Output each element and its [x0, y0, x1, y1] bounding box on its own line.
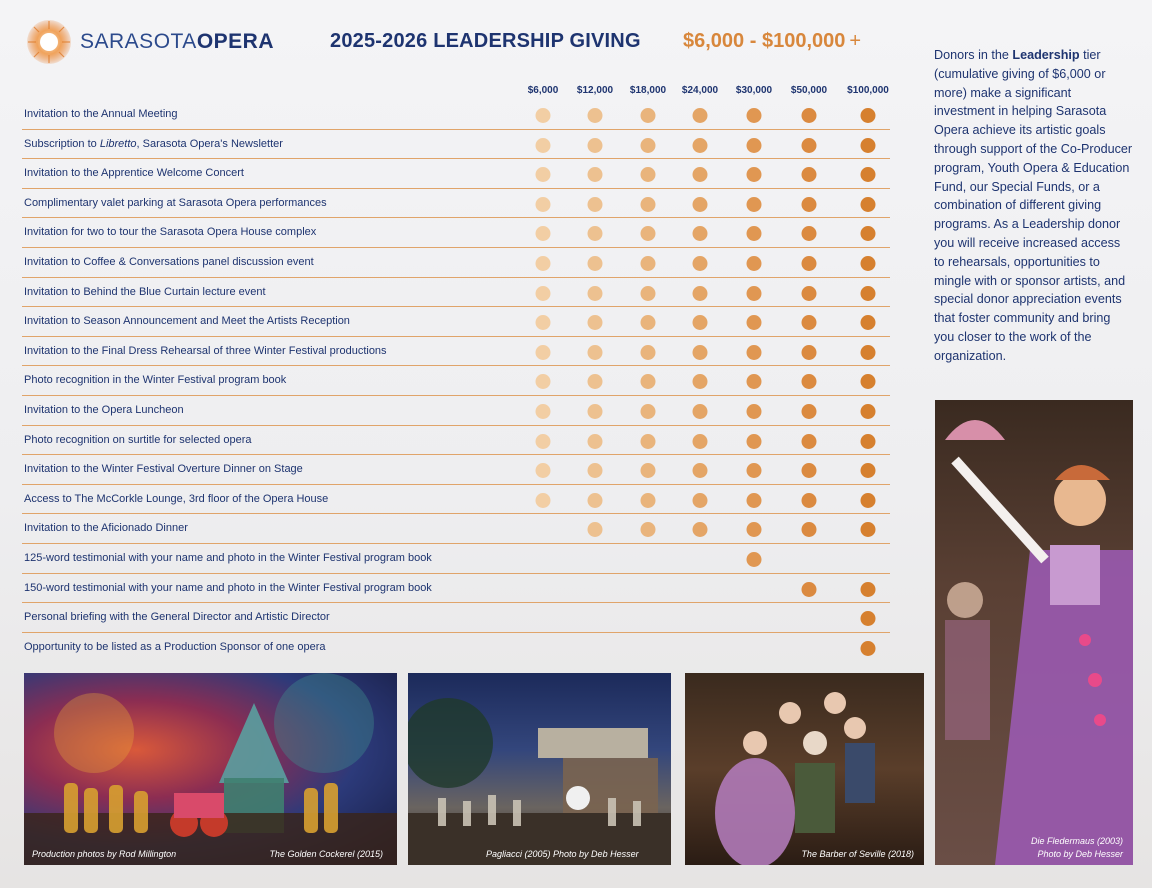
included-dot-icon — [641, 404, 656, 419]
included-dot-icon — [641, 197, 656, 212]
included-dot-icon — [693, 138, 708, 153]
included-dot-icon — [693, 404, 708, 419]
included-dot-icon — [747, 197, 762, 212]
included-dot-icon — [747, 315, 762, 330]
photo-golden-cockerel — [24, 673, 397, 865]
included-dot-icon — [802, 434, 817, 449]
benefit-row — [22, 485, 890, 515]
included-dot-icon — [802, 256, 817, 271]
included-dot-icon — [588, 463, 603, 478]
included-dot-icon — [747, 108, 762, 123]
benefit-label: Invitation for two to tour the Sarasota Opera House complex — [24, 226, 317, 239]
included-dot-icon — [693, 522, 708, 537]
photo-credit-die-fledermaus: Photo by Deb Hesser — [1037, 849, 1123, 859]
included-dot-icon — [588, 138, 603, 153]
included-dot-icon — [802, 404, 817, 419]
included-dot-icon — [588, 345, 603, 360]
included-dot-icon — [747, 434, 762, 449]
benefit-row — [22, 514, 890, 544]
barber-of-seville-scene-image — [685, 673, 924, 865]
included-dot-icon — [747, 463, 762, 478]
included-dot-icon — [802, 286, 817, 301]
included-dot-icon — [641, 315, 656, 330]
included-dot-icon — [802, 315, 817, 330]
included-dot-icon — [861, 315, 876, 330]
sunburst-logo-icon — [26, 19, 72, 65]
benefit-label: Invitation to the Aficionado Dinner — [24, 522, 188, 535]
brand-regular: SARASOTA — [80, 30, 197, 53]
included-dot-icon — [861, 641, 876, 656]
benefit-row — [22, 248, 890, 278]
included-dot-icon — [747, 404, 762, 419]
benefit-row — [22, 100, 890, 130]
benefit-label: 150-word testimonial with your name and photo in the Winter Festival program book — [24, 581, 432, 594]
benefit-row — [22, 159, 890, 189]
included-dot-icon — [693, 493, 708, 508]
included-dot-icon — [747, 226, 762, 241]
included-dot-icon — [861, 286, 876, 301]
included-dot-icon — [588, 256, 603, 271]
level-header: $50,000 — [790, 85, 828, 96]
page-title: 2025-2026 LEADERSHIP GIVING — [330, 30, 641, 52]
description-text-2: tier (cumulative giving of $6,000 or more) make a significant investment in helping Sarasota Opera achieve its artistic goals through support of the Co-Producer program, Youth Opera & Education Fund, our Special Funds, or a combination of different giving programs. As a Leadership donor you will receive increased access to rehearsals, opportunities to mingle with or sponsor artists, and special donor appreciation events that foster community and bring you closer to the work of the organization. — [934, 48, 1133, 363]
included-dot-icon — [536, 108, 551, 123]
included-dot-icon — [747, 374, 762, 389]
benefit-row — [22, 455, 890, 485]
included-dot-icon — [802, 167, 817, 182]
included-dot-icon — [536, 138, 551, 153]
level-header: $30,000 — [735, 85, 773, 96]
benefit-row — [22, 130, 890, 160]
included-dot-icon — [802, 493, 817, 508]
included-dot-icon — [693, 286, 708, 301]
benefit-label: Invitation to Season Announcement and Meet the Artists Reception — [24, 315, 350, 328]
benefit-row — [22, 426, 890, 456]
included-dot-icon — [861, 345, 876, 360]
die-fledermaus-scene-image — [935, 400, 1133, 865]
included-dot-icon — [693, 434, 708, 449]
included-dot-icon — [588, 522, 603, 537]
included-dot-icon — [861, 404, 876, 419]
benefit-row — [22, 603, 890, 633]
included-dot-icon — [588, 167, 603, 182]
included-dot-icon — [588, 493, 603, 508]
included-dot-icon — [536, 315, 551, 330]
giving-range-value: $6,000 - $100,000 — [683, 30, 846, 52]
included-dot-icon — [861, 463, 876, 478]
included-dot-icon — [588, 108, 603, 123]
description-text-1: Donors in the — [934, 48, 1013, 62]
benefit-label: Invitation to the Opera Luncheon — [24, 403, 184, 416]
included-dot-icon — [861, 108, 876, 123]
included-dot-icon — [802, 582, 817, 597]
included-dot-icon — [861, 522, 876, 537]
benefit-row — [22, 278, 890, 308]
included-dot-icon — [747, 522, 762, 537]
logo — [26, 20, 274, 64]
included-dot-icon — [693, 315, 708, 330]
photo-barber-of-seville — [685, 673, 924, 865]
photo-credit: Production photos by Rod Millington — [32, 849, 177, 859]
included-dot-icon — [588, 404, 603, 419]
pagliacci-scene-image — [408, 673, 671, 865]
benefit-row — [22, 218, 890, 248]
included-dot-icon — [536, 286, 551, 301]
included-dot-icon — [747, 345, 762, 360]
photo-caption-die-fledermaus: Die Fledermaus (2003) — [1030, 836, 1123, 846]
level-header: $24,000 — [681, 85, 719, 96]
included-dot-icon — [536, 197, 551, 212]
included-dot-icon — [641, 374, 656, 389]
included-dot-icon — [588, 197, 603, 212]
photo-pagliacci — [408, 673, 671, 865]
included-dot-icon — [588, 286, 603, 301]
photo-caption-pagliacci: Pagliacci (2005) Photo by Deb Hesser — [486, 849, 639, 859]
benefit-label: Opportunity to be listed as a Production Sponsor of one opera — [24, 640, 326, 653]
included-dot-icon — [693, 226, 708, 241]
benefit-row — [22, 574, 890, 604]
included-dot-icon — [747, 286, 762, 301]
benefit-label: Photo recognition in the Winter Festival program book — [24, 374, 287, 387]
included-dot-icon — [693, 345, 708, 360]
included-dot-icon — [641, 345, 656, 360]
description-bold: Leadership — [1012, 48, 1080, 62]
benefit-row — [22, 189, 890, 219]
benefit-label: Invitation to Coffee & Conversations panel discussion event — [24, 255, 314, 268]
included-dot-icon — [536, 463, 551, 478]
included-dot-icon — [802, 197, 817, 212]
benefits-table — [22, 100, 890, 662]
included-dot-icon — [861, 434, 876, 449]
included-dot-icon — [641, 434, 656, 449]
level-header: $12,000 — [576, 85, 614, 96]
included-dot-icon — [641, 226, 656, 241]
benefit-row — [22, 633, 890, 663]
included-dot-icon — [641, 463, 656, 478]
included-dot-icon — [693, 108, 708, 123]
included-dot-icon — [536, 226, 551, 241]
brand-bold: OPERA — [196, 30, 274, 53]
included-dot-icon — [802, 374, 817, 389]
benefit-label: Access to The McCorkle Lounge, 3rd floor of the Opera House — [24, 492, 329, 505]
benefit-label: Invitation to the Apprentice Welcome Concert — [24, 167, 244, 180]
included-dot-icon — [802, 463, 817, 478]
included-dot-icon — [641, 522, 656, 537]
benefit-row — [22, 366, 890, 396]
giving-range — [683, 30, 861, 53]
photo-caption-golden-cockerel: The Golden Cockerel (2015) — [269, 849, 383, 859]
included-dot-icon — [536, 404, 551, 419]
included-dot-icon — [588, 226, 603, 241]
included-dot-icon — [747, 552, 762, 567]
included-dot-icon — [747, 256, 762, 271]
benefit-label: Complimentary valet parking at Sarasota Opera performances — [24, 196, 327, 209]
included-dot-icon — [693, 463, 708, 478]
included-dot-icon — [536, 345, 551, 360]
included-dot-icon — [588, 374, 603, 389]
level-header: $18,000 — [629, 85, 667, 96]
included-dot-icon — [641, 286, 656, 301]
included-dot-icon — [747, 138, 762, 153]
included-dot-icon — [861, 582, 876, 597]
benefit-label: Invitation to the Final Dress Rehearsal of three Winter Festival productions — [24, 344, 387, 357]
included-dot-icon — [861, 611, 876, 626]
included-dot-icon — [693, 167, 708, 182]
benefit-label: Personal briefing with the General Director and Artistic Director — [24, 611, 330, 624]
included-dot-icon — [536, 374, 551, 389]
included-dot-icon — [536, 493, 551, 508]
included-dot-icon — [802, 345, 817, 360]
brand-wordmark — [80, 30, 274, 54]
included-dot-icon — [588, 434, 603, 449]
included-dot-icon — [802, 138, 817, 153]
included-dot-icon — [861, 167, 876, 182]
included-dot-icon — [747, 167, 762, 182]
leadership-description — [934, 46, 1134, 366]
level-header: $6,000 — [527, 85, 559, 96]
benefit-label: Photo recognition on surtitle for selected opera — [24, 433, 252, 446]
included-dot-icon — [693, 197, 708, 212]
included-dot-icon — [861, 197, 876, 212]
included-dot-icon — [641, 493, 656, 508]
included-dot-icon — [693, 256, 708, 271]
included-dot-icon — [641, 138, 656, 153]
included-dot-icon — [802, 108, 817, 123]
benefit-label: 125-word testimonial with your name and photo in the Winter Festival program book — [24, 551, 432, 564]
included-dot-icon — [802, 522, 817, 537]
included-dot-icon — [693, 374, 708, 389]
benefit-label: Invitation to the Winter Festival Overture Dinner on Stage — [24, 463, 303, 476]
level-header: $100,000 — [847, 85, 889, 96]
golden-cockerel-scene-image — [24, 673, 397, 865]
photo-die-fledermaus — [935, 400, 1133, 865]
benefit-label: Subscription to Libretto, Sarasota Opera's Newsletter — [24, 137, 283, 150]
included-dot-icon — [536, 256, 551, 271]
benefit-row — [22, 544, 890, 574]
included-dot-icon — [641, 256, 656, 271]
included-dot-icon — [861, 138, 876, 153]
included-dot-icon — [536, 434, 551, 449]
included-dot-icon — [536, 167, 551, 182]
benefit-row — [22, 337, 890, 367]
benefit-row — [22, 396, 890, 426]
included-dot-icon — [747, 493, 762, 508]
benefit-label: Invitation to the Annual Meeting — [24, 108, 178, 120]
included-dot-icon — [861, 226, 876, 241]
included-dot-icon — [861, 256, 876, 271]
included-dot-icon — [588, 315, 603, 330]
included-dot-icon — [861, 493, 876, 508]
included-dot-icon — [861, 374, 876, 389]
benefit-label: Invitation to Behind the Blue Curtain lecture event — [24, 285, 266, 298]
giving-range-plus: + — [849, 30, 862, 52]
included-dot-icon — [641, 108, 656, 123]
benefit-row — [22, 307, 890, 337]
included-dot-icon — [641, 167, 656, 182]
included-dot-icon — [802, 226, 817, 241]
photo-caption-barber-of-seville: The Barber of Seville (2018) — [801, 849, 914, 859]
